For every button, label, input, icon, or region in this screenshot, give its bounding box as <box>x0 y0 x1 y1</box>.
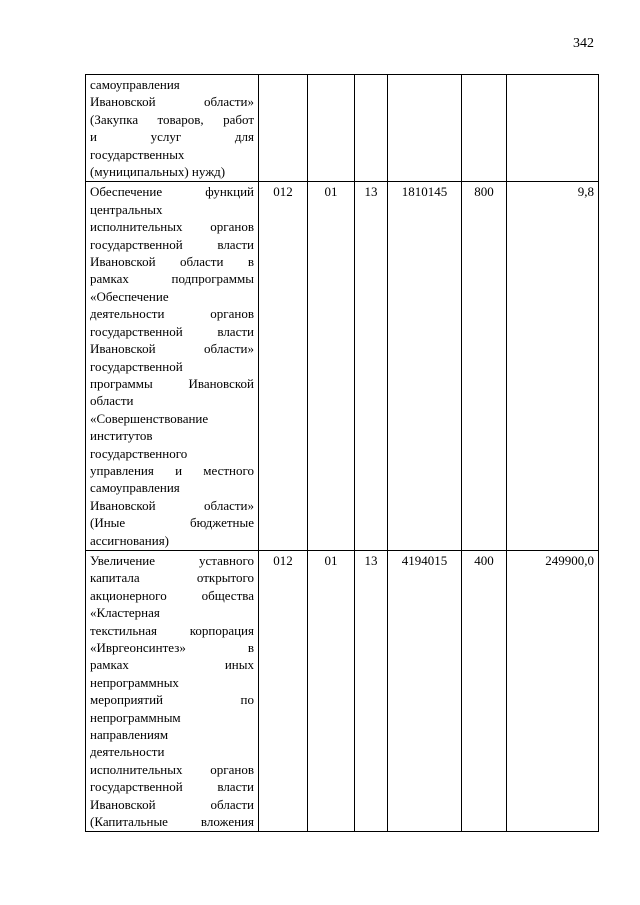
expense-name-line: области <box>90 393 134 409</box>
table-row <box>86 182 599 551</box>
expense-name-line: акционерного общества <box>90 587 254 603</box>
expense-name-line: государственной <box>90 358 183 374</box>
expense-name-line: направлениям <box>90 727 169 743</box>
expense-name-line: непрограммным <box>90 709 181 725</box>
expense-name-line: Ивановской области» <box>90 497 254 513</box>
expense-type-cell: 400 <box>462 550 507 832</box>
expense-name-line: Обеспечение функций <box>90 184 254 200</box>
page-number: 342 <box>573 36 594 51</box>
expense-name-line: государственной власти <box>90 236 254 252</box>
subsection-code-cell: 13 <box>355 182 388 551</box>
expense-name-line: самоуправления <box>90 77 180 92</box>
amount-cell: 9,8 <box>507 182 599 551</box>
ministry-code-cell <box>259 75 308 182</box>
expense-name-line: мероприятий по <box>90 692 254 708</box>
expense-name-line: самоуправления <box>90 480 180 496</box>
expense-name-line: Увеличение уставного <box>90 552 254 568</box>
expense-name-line: «Совершенствование <box>90 410 209 426</box>
section-code-cell: 01 <box>308 550 355 832</box>
expense-type-cell: 800 <box>462 182 507 551</box>
table-row <box>86 550 599 832</box>
expense-name-line: «Обеспечение <box>90 288 169 304</box>
expense-name-line: деятельности <box>90 744 165 760</box>
section-code-cell: 01 <box>308 182 355 551</box>
table-row <box>86 75 599 182</box>
expense-name-line: государственной власти <box>90 323 254 339</box>
target-code-cell: 4194015 <box>388 550 462 832</box>
expense-name-cell <box>86 75 259 182</box>
expense-name-cell <box>86 550 259 832</box>
subsection-code-cell <box>355 75 388 182</box>
expense-name-line: текстильная корпорация <box>90 622 254 638</box>
expense-name-line: государственной власти <box>90 779 254 795</box>
expense-name-line: (Иные бюджетные <box>90 515 254 531</box>
expense-name-line: управления и местного <box>90 462 254 478</box>
expense-name-line: Ивановской области <box>90 796 254 812</box>
expense-name-line: деятельности органов <box>90 306 254 322</box>
expense-name-line: исполнительных органов <box>90 761 254 777</box>
expense-name-line: (Капитальные вложения <box>90 814 254 830</box>
expense-type-cell <box>462 75 507 182</box>
expense-name-line: «Кластерная <box>90 605 160 621</box>
expense-name-line: (Закупка товаров, работ <box>90 111 254 127</box>
expense-name-line: (муниципальных) нужд) <box>90 164 226 180</box>
expense-name-line: институтов <box>90 428 153 444</box>
section-code-cell <box>308 75 355 182</box>
expense-name-line: рамках подпрограммы <box>90 271 254 287</box>
expense-name-line: непрограммных <box>90 674 179 690</box>
subsection-code-cell: 13 <box>355 550 388 832</box>
expense-name-line: капитала открытого <box>90 570 254 586</box>
expense-name-cell <box>86 182 259 551</box>
expense-name-line: и услуг для <box>90 129 254 145</box>
budget-table-body <box>86 75 599 832</box>
expense-name-line: центральных <box>90 201 163 217</box>
expense-name-line: Ивановской области в <box>90 254 254 270</box>
expense-name-line: Ивановской области» <box>90 341 254 357</box>
target-code-cell: 1810145 <box>388 182 462 551</box>
ministry-code-cell: 012 <box>259 550 308 832</box>
expense-name-line: ассигнования) <box>90 532 170 548</box>
expense-name-line: исполнительных органов <box>90 219 254 235</box>
expense-name-line: «Ивргеонсинтез» в <box>90 640 254 655</box>
expense-name-line: государственных <box>90 146 185 162</box>
expense-name-line: программы Ивановской <box>90 375 254 391</box>
target-code-cell <box>388 75 462 182</box>
ministry-code-cell: 012 <box>259 182 308 551</box>
expense-name-line: государственного <box>90 445 188 461</box>
budget-table <box>85 74 599 832</box>
amount-cell: 249900,0 <box>507 550 599 832</box>
amount-cell <box>507 75 599 182</box>
expense-name-line: рамках иных <box>90 657 254 673</box>
expense-name-line: Ивановской области» <box>90 94 254 110</box>
